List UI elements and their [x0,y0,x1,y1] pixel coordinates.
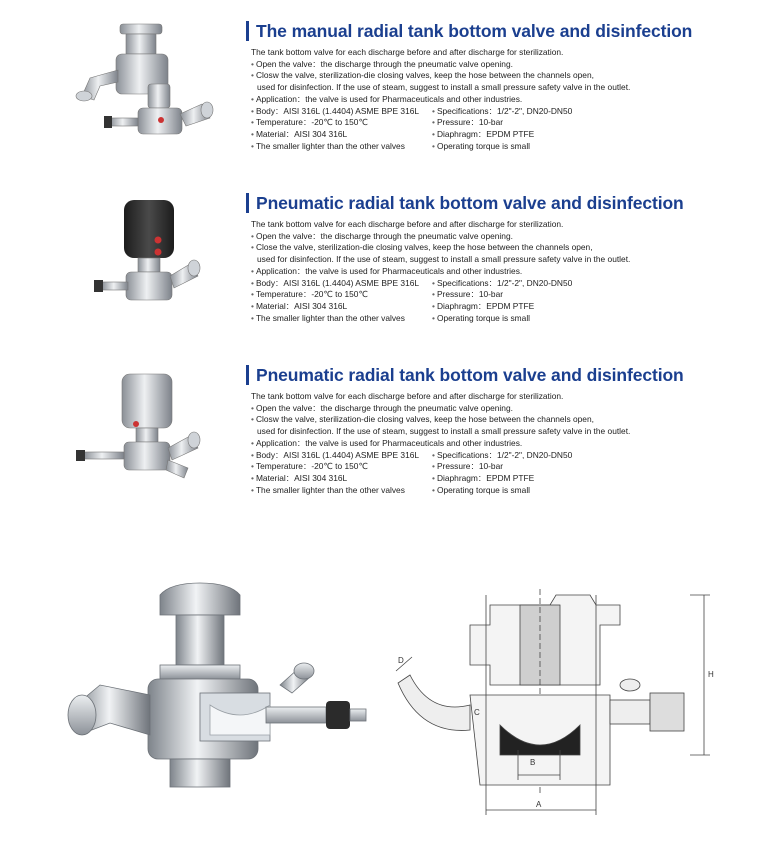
spec-material: • Material：AISI 304 316L [251,301,432,313]
spec-diaphragm: • Diaphragm：EPDM PTFE [432,473,632,485]
pneumatic-valve-black-photo [60,194,230,314]
bullet-close: • Closw the valve, sterilization-die closing valves, keep the hose between the channels open, [251,70,766,82]
product-title: Pneumatic radial tank bottom valve and disinfection [256,364,684,385]
bullet-application: • Application：the valve is used for Pharmaceuticals and other industries. [251,266,766,278]
bullet-close: • Closw the valve, sterilization-die closing valves, keep the hose between the channels open, [251,414,766,426]
bullet-open: • Open the valve：the discharge through the pneumatic valve opening. [251,59,766,71]
spec-specifications: • Specifications：1/2"-2", DN20-DN50 [432,278,632,290]
bottom-illustrations [0,565,772,855]
spec-body: • Body：AISI 316L (1.4404) ASME BPE 316L [251,450,432,462]
intro-text: The tank bottom valve for each discharge before and after discharge for sterilization. [251,47,564,57]
bullet-application: • Application：the valve is used for Pharmaceuticals and other industries. [251,94,766,106]
spec-temperature: • Temperature：-20℃ to 150℃ [251,117,432,129]
spec-weight: • The smaller lighter than the other valves [251,313,432,325]
spec-diaphragm: • Diaphragm：EPDM PTFE [432,301,632,313]
bullet-continuation: used for disinfection. If the use of steam, suggest to install a small pressure safety valve in the outlet. [257,82,631,93]
valve-cutaway-and-drawing [0,565,772,855]
intro-text: The tank bottom valve for each discharge before and after discharge for sterilization. [251,391,564,401]
spec-body: • Body：AISI 316L (1.4404) ASME BPE 316L [251,106,432,118]
spec-pressure: • Pressure：10-bar [432,117,632,129]
title-accent-bar [246,365,249,385]
product-description [251,391,766,496]
product-title: Pneumatic radial tank bottom valve and disinfection [256,192,684,213]
spec-specifications: • Specifications：1/2"-2", DN20-DN50 [432,106,632,118]
cutaway-valve-photo [68,583,366,787]
bullet-application: • Application：the valve is used for Pharmaceuticals and other industries. [251,438,766,450]
bullet-open: • Open the valve：the discharge through the pneumatic valve opening. [251,231,766,243]
spec-material: • Material：AISI 304 316L [251,129,432,141]
spec-temperature: • Temperature：-20℃ to 150℃ [251,289,432,301]
spec-torque: • Operating torque is small [432,141,632,153]
bullet-close: • Close the valve, sterilization-die closing valves, keep the hose between the channels open, [251,242,766,254]
dimension-label-c: C [474,708,480,717]
bullet-continuation: used for disinfection. If the use of steam, suggest to install a small pressure safety valve in the outlet. [257,254,631,265]
dimension-label-d: D [398,656,404,665]
spec-diaphragm: • Diaphragm：EPDM PTFE [432,129,632,141]
bullet-open: • Open the valve：the discharge through the pneumatic valve opening. [251,403,766,415]
product-description [251,219,766,324]
title-accent-bar [246,21,249,41]
product-title: The manual radial tank bottom valve and disinfection [256,20,693,41]
spec-temperature: • Temperature：-20℃ to 150℃ [251,461,432,473]
title-accent-bar [246,193,249,213]
spec-grid [251,450,766,497]
spec-weight: • The smaller lighter than the other valves [251,141,432,153]
technical-drawing [396,589,710,815]
bullet-continuation: used for disinfection. If the use of steam, suggest to install a small pressure safety valve in the outlet. [257,426,631,437]
pneumatic-valve-steel-photo [60,370,230,490]
spec-specifications: • Specifications：1/2"-2", DN20-DN50 [432,450,632,462]
dimension-label-h: H [708,670,714,679]
spec-weight: • The smaller lighter than the other valves [251,485,432,497]
spec-pressure: • Pressure：10-bar [432,461,632,473]
spec-torque: • Operating torque is small [432,485,632,497]
intro-text: The tank bottom valve for each discharge before and after discharge for sterilization. [251,219,564,229]
spec-material: • Material：AISI 304 316L [251,473,432,485]
dimension-label-b: B [530,758,536,767]
spec-body: • Body：AISI 316L (1.4404) ASME BPE 316L [251,278,432,290]
manual-valve-photo [60,22,230,142]
spec-grid [251,278,766,325]
spec-pressure: • Pressure：10-bar [432,289,632,301]
dimension-label-a: A [536,800,542,809]
spec-torque: • Operating torque is small [432,313,632,325]
product-description [251,47,766,152]
spec-grid [251,106,766,153]
